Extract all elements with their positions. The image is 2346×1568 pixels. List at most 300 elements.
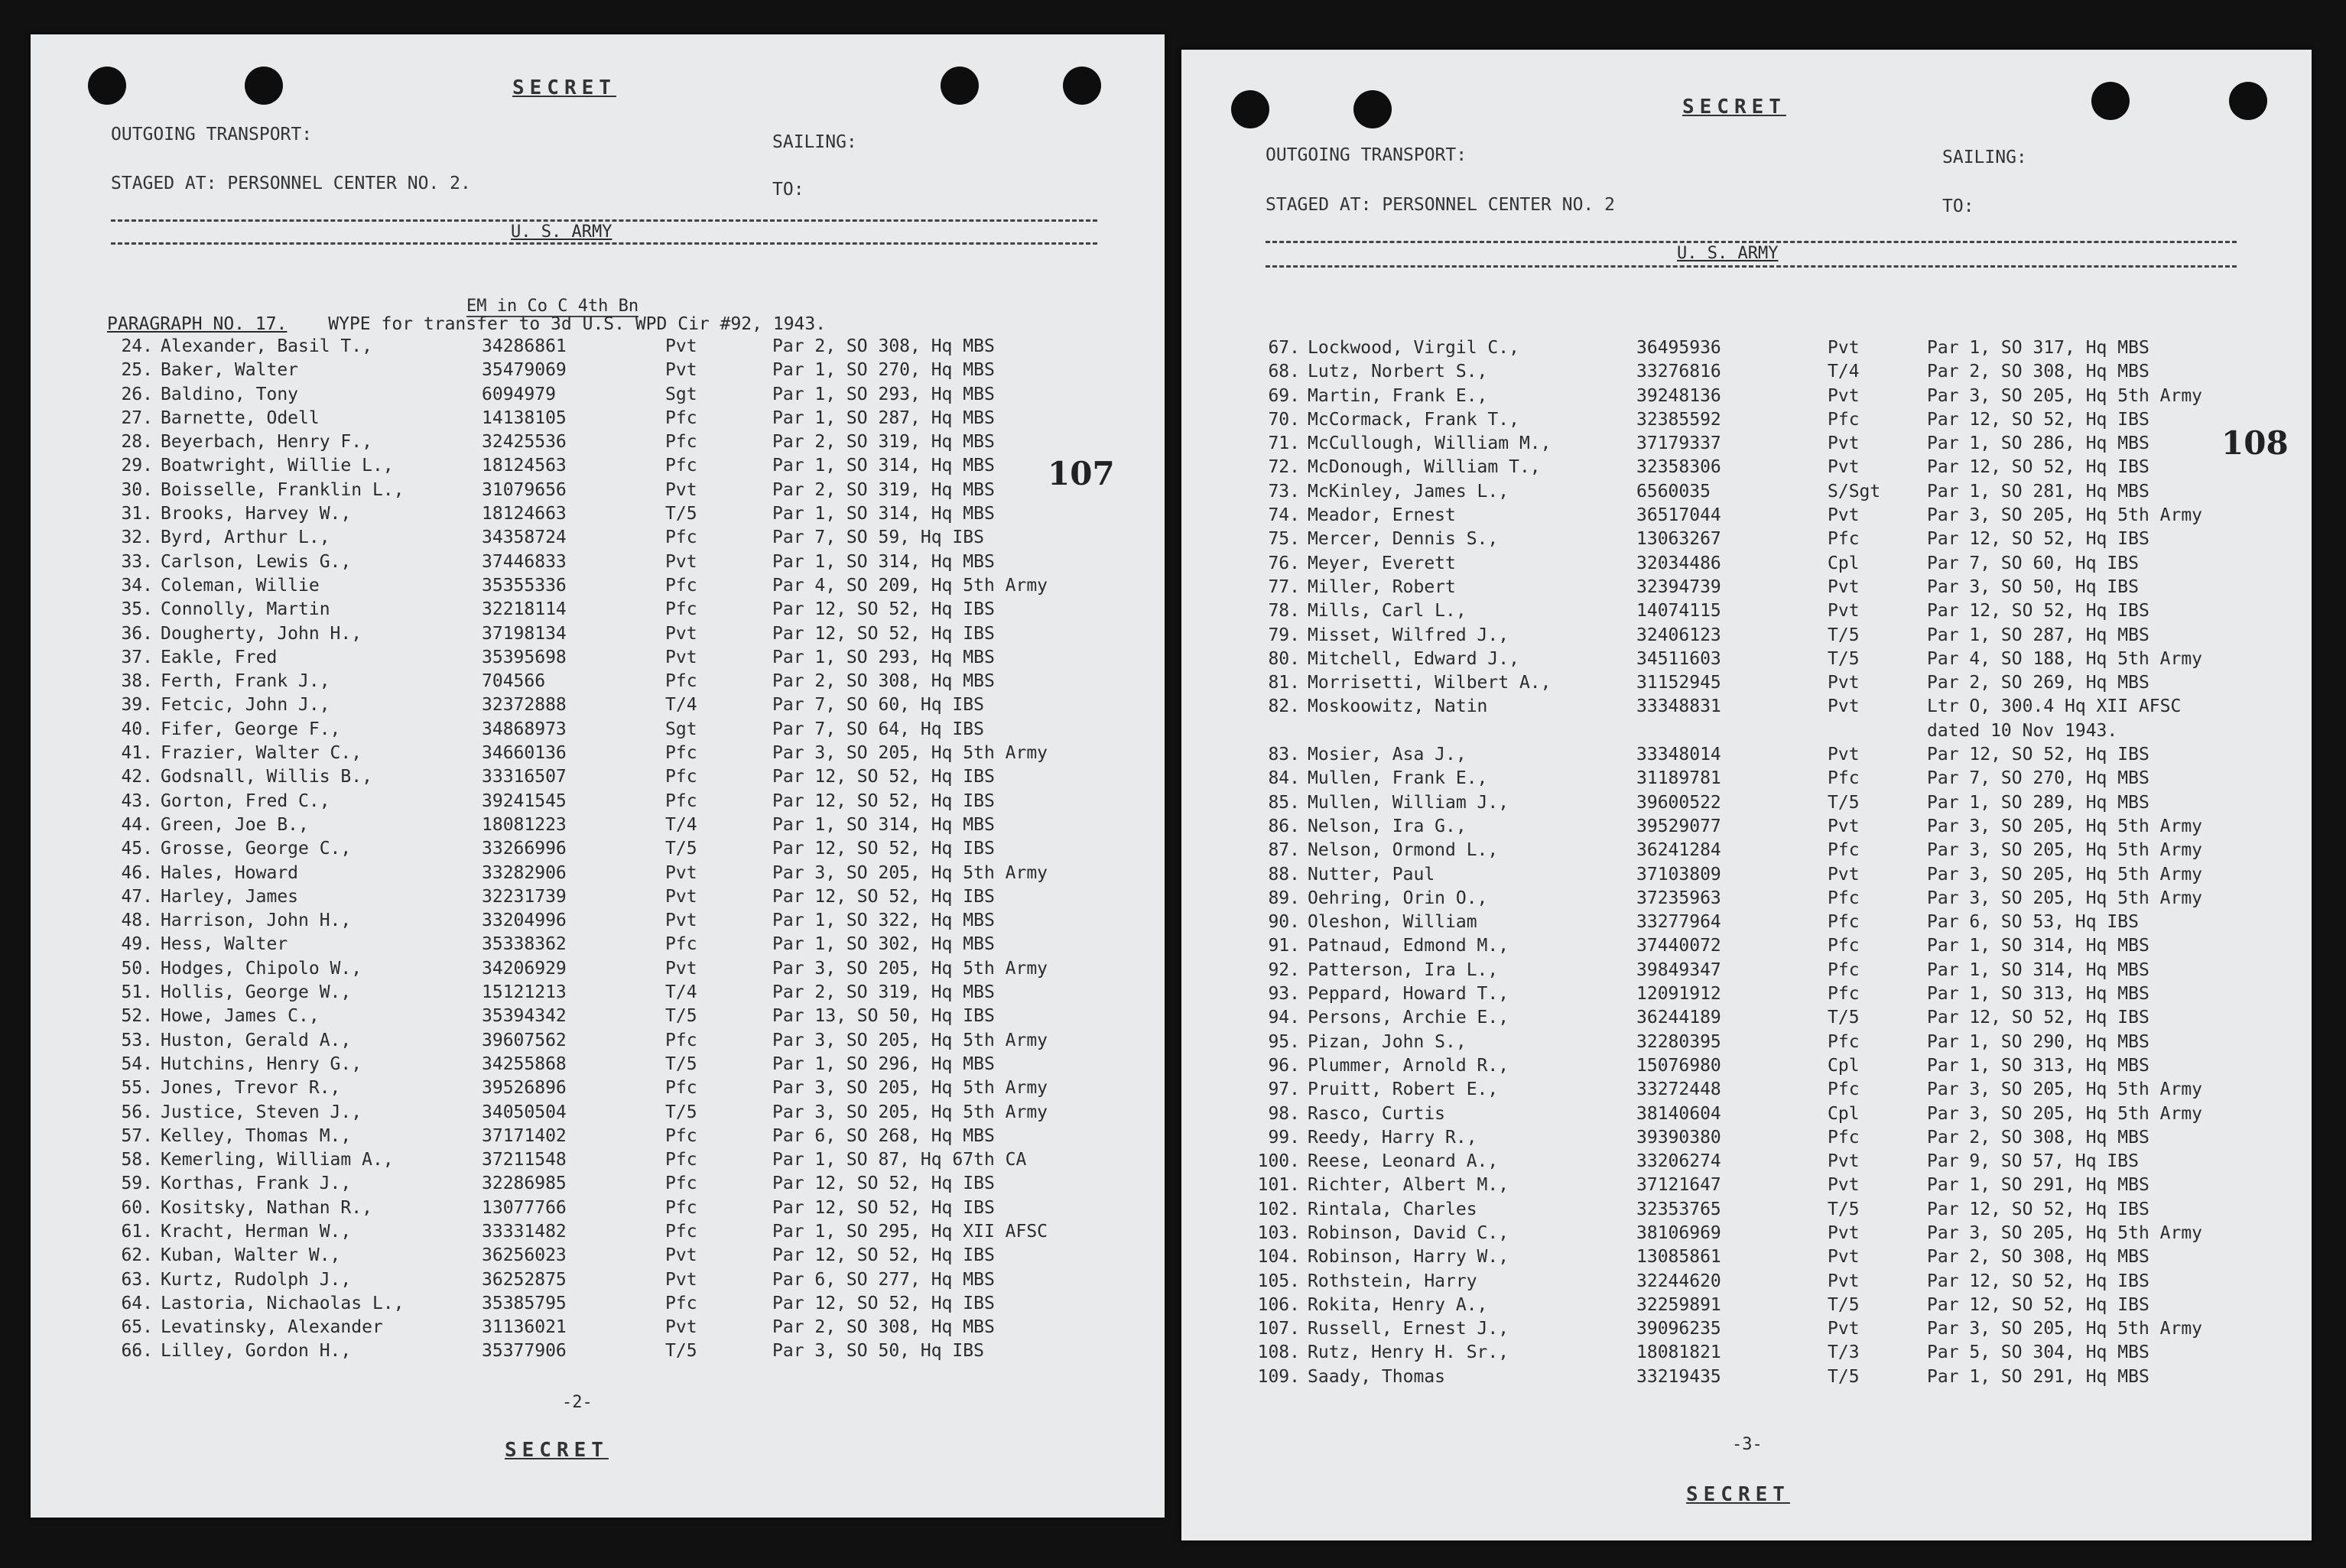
serial-number: 34255868 [482,1053,567,1074]
soldier-name: Hodges, Chipolo W., [161,958,362,979]
authority-reference: Par 7, SO 59, Hq IBS [772,528,984,548]
entry-number: 88. [1268,864,1300,885]
soldier-name: Moskoowitz, Natin [1308,696,1488,717]
entry-number: 61. [121,1221,153,1242]
roster-row [1254,577,2294,601]
authority-reference: Par 12, SO 52, Hq IBS [1927,1294,2149,1315]
soldier-name: Robinson, David C., [1308,1222,1509,1243]
roster-row [107,695,1132,719]
rank-grade: Cpl [1828,1103,1860,1124]
serial-number: 36252875 [482,1269,567,1290]
authority-reference: Par 12, SO 52, Hq IBS [772,790,995,811]
roster-row [107,599,1132,623]
authority-reference: Par 3, SO 205, Hq 5th Army [1927,385,2203,406]
soldier-name: McCullough, William M., [1308,433,1552,454]
soldier-name: Hess, Walter [161,934,288,955]
serial-number: 35355336 [482,575,567,596]
entry-number: 87. [1268,840,1300,861]
authority-reference: Par 12, SO 52, Hq IBS [1927,601,2149,622]
service-branch-label: U. S. ARMY [1671,244,1784,263]
roster-row [1254,936,2294,959]
serial-number: 32394739 [1636,576,1721,597]
roster-row [1254,1200,2294,1223]
rank-grade: T/5 [665,1102,697,1122]
serial-number: 13085861 [1636,1247,1721,1268]
roster-row [1254,1319,2294,1342]
serial-number: 32244620 [1636,1271,1721,1291]
authority-reference: Par 12, SO 52, Hq IBS [1927,529,2149,550]
entry-number: 89. [1268,888,1300,908]
authority-reference: Par 2, SO 319, Hq MBS [772,982,995,1003]
roster-row [107,385,1132,408]
serial-number: 33206274 [1636,1151,1721,1172]
authority-reference: Par 6, SO 277, Hq MBS [772,1269,995,1290]
soldier-name: Kuban, Walter W., [161,1245,341,1266]
rank-grade: Pvt [1828,601,1860,622]
soldier-name: Connolly, Martin [161,599,330,620]
soldier-name: Mullen, William J., [1308,792,1509,813]
soldier-name: Lockwood, Virgil C., [1308,338,1519,358]
entry-number: 100. [1257,1151,1300,1172]
roster-row [1254,1367,2294,1391]
serial-number: 32286985 [482,1174,567,1194]
roster-row [1254,960,2294,984]
soldier-name: Oleshon, William [1308,912,1477,933]
rank-grade: Pfc [665,767,697,787]
soldier-name: Morrisetti, Wilbert A., [1308,673,1552,693]
authority-reference: Par 3, SO 205, Hq 5th Army [1927,864,2203,885]
rank-grade: Pfc [665,1197,697,1218]
soldier-name: Robinson, Harry W., [1308,1247,1509,1268]
rank-grade: T/3 [1828,1342,1860,1363]
rank-grade: T/5 [1828,1199,1860,1219]
soldier-name: Martin, Frank E., [1308,385,1488,406]
to-label: TO: [772,180,804,200]
roster-row [107,1078,1132,1102]
soldier-name: Baker, Walter [161,360,299,381]
soldier-name: Patterson, Ira L., [1308,959,1499,980]
rank-grade: Pvt [665,1269,697,1290]
roster-row [107,408,1132,432]
soldier-name: Patnaud, Edmond M., [1308,936,1509,956]
roster-row [107,1198,1132,1222]
entry-number: 98. [1268,1103,1300,1124]
entry-number: 50. [121,958,153,979]
soldier-name: Lilley, Gordon H., [161,1341,352,1362]
soldier-name: Mercer, Dennis S., [1308,529,1499,550]
roster-row [107,1317,1132,1341]
authority-reference: Par 1, SO 314, Hq MBS [772,456,995,476]
serial-number: 32406123 [1636,625,1721,645]
soldier-name: Hollis, George W., [161,982,352,1003]
serial-number: 35377906 [482,1341,567,1362]
rank-grade: Pfc [665,743,697,764]
authority-reference: Par 12, SO 52, Hq IBS [1927,457,2149,478]
entry-number: 44. [121,814,153,835]
rank-grade: Pvt [1828,385,1860,406]
dashed-rule [1266,265,2237,268]
rank-grade: Pvt [1828,1319,1860,1339]
serial-number: 37103809 [1636,864,1721,885]
soldier-name: Harley, James [161,886,299,907]
serial-number: 37446833 [482,551,567,572]
soldier-name: Byrd, Arthur L., [161,528,330,548]
authority-reference: Par 5, SO 304, Hq MBS [1927,1342,2149,1363]
roster-row [107,576,1132,599]
authority-reference: Par 2, SO 308, Hq MBS [772,1317,995,1338]
entry-number: 46. [121,862,153,883]
serial-number: 33277964 [1636,912,1721,933]
serial-number: 38140604 [1636,1103,1721,1124]
roster-row [107,624,1132,648]
authority-reference: Par 12, SO 52, Hq IBS [772,767,995,787]
serial-number: 13077766 [482,1197,567,1218]
rank-grade: Pfc [1828,912,1860,933]
rank-grade: Pfc [665,1174,697,1194]
soldier-name: Baldino, Tony [161,384,299,404]
rank-grade: Pvt [1828,673,1860,693]
authority-reference: Par 1, SO 286, Hq MBS [1927,433,2149,454]
serial-number: 32425536 [482,432,567,453]
entry-number: 103. [1257,1222,1300,1243]
soldier-name: Howe, James C., [161,1006,320,1027]
entry-number: 84. [1268,768,1300,789]
dashed-rule [111,242,1097,245]
roster-row [1254,768,2294,792]
entry-number: 105. [1257,1271,1300,1291]
rank-grade: T/5 [1828,648,1860,669]
entry-number: 30. [121,479,153,500]
rank-grade: Pfc [665,1125,697,1146]
rank-grade: Pfc [1828,936,1860,956]
roster-row [107,767,1132,790]
authority-reference: Par 3, SO 205, Hq 5th Army [772,743,1048,764]
rank-grade: Pfc [1828,409,1860,430]
dashed-rule [111,219,1097,222]
roster-row [1254,1295,2294,1319]
serial-number: 31152945 [1636,673,1721,693]
roster-list [107,336,1132,1365]
rank-grade: Pfc [665,456,697,476]
punch-hole [2229,82,2267,120]
roster-row [1254,601,2294,625]
roster-row [107,336,1132,360]
serial-number: 36241284 [1636,840,1721,861]
rank-grade: Pfc [1828,984,1860,1005]
soldier-name: Rutz, Henry H. Sr., [1308,1342,1509,1363]
roster-row [107,959,1132,982]
rank-grade: Pvt [665,862,697,883]
rank-grade: Pvt [1828,338,1860,358]
authority-reference: Par 3, SO 205, Hq 5th Army [1927,888,2203,908]
soldier-name: Lutz, Norbert S., [1308,362,1488,382]
entry-number: 78. [1268,601,1300,622]
staged-at-label: STAGED AT: PERSONNEL CENTER NO. 2 [1266,195,1615,215]
serial-number: 34206929 [482,958,567,979]
authority-reference: Par 4, SO 209, Hq 5th Army [772,575,1048,596]
entry-number: 63. [121,1269,153,1290]
classification-header: SECRET [1682,96,1786,118]
rank-grade: Pvt [665,336,697,356]
entry-number: 107. [1257,1319,1300,1339]
entry-number: 36. [121,623,153,644]
serial-number: 13063267 [1636,529,1721,550]
paragraph-number: PARAGRAPH NO. 17. [107,314,288,334]
roster-row [1254,554,2294,577]
authority-reference: Par 12, SO 52, Hq IBS [772,599,995,620]
soldier-name: Justice, Steven J., [161,1102,362,1122]
serial-number: 33331482 [482,1221,567,1242]
soldier-name: Nelson, Ormond L., [1308,840,1499,861]
authority-reference: Par 7, SO 60, Hq IBS [772,695,984,716]
authority-reference: Par 3, SO 205, Hq 5th Army [1927,840,2203,861]
soldier-name: Oehring, Orin O., [1308,888,1488,908]
serial-number: 39248136 [1636,385,1721,406]
rank-grade: Pvt [1828,576,1860,597]
rank-grade: Pvt [665,911,697,931]
paragraph-annotation: EM in Co C 4th Bn [466,297,639,316]
serial-number: 36256023 [482,1245,567,1266]
soldier-name: Miller, Robert [1308,576,1456,597]
rank-grade: Pvt [665,647,697,667]
authority-reference: Par 3, SO 205, Hq 5th Army [1927,1319,2203,1339]
authority-reference: Par 3, SO 205, Hq 5th Army [1927,816,2203,836]
roster-row [1254,410,2294,433]
soldier-name: Fetcic, John J., [161,695,330,716]
soldier-name: Gorton, Fred C., [161,790,330,811]
rank-grade: Pfc [665,407,697,428]
rank-grade: Pvt [1828,505,1860,526]
serial-number: 39600522 [1636,792,1721,813]
serial-number: 34511603 [1636,648,1721,669]
page-footer-number: -2- [562,1393,593,1412]
soldier-name: Ferth, Frank J., [161,671,330,692]
serial-number: 39526896 [482,1078,567,1099]
rank-grade: Pvt [665,1317,697,1338]
serial-number: 34050504 [482,1102,567,1122]
sailing-label: SAILING: [772,132,857,152]
entry-number: 60. [121,1197,153,1218]
rank-grade: T/5 [665,1341,697,1362]
soldier-name: Rintala, Charles [1308,1199,1477,1219]
rank-grade: Pvt [1828,1271,1860,1291]
serial-number: 39849347 [1636,959,1721,980]
entry-number: 64. [121,1293,153,1313]
serial-number: 33276816 [1636,362,1721,382]
authority-reference: Par 3, SO 205, Hq 5th Army [772,958,1048,979]
roster-row [1254,649,2294,673]
authority-reference: Par 1, SO 295, Hq XII AFSC [772,1221,1048,1242]
roster-row [1254,745,2294,768]
entry-number: 75. [1268,529,1300,550]
serial-number: 32218114 [482,599,567,620]
roster-row [1254,457,2294,481]
authority-reference: Par 2, SO 319, Hq MBS [772,479,995,500]
authority-reference: Par 12, SO 52, Hq IBS [772,1197,995,1218]
service-branch-label: U. S. ARMY [505,222,618,242]
roster-row [1254,1151,2294,1175]
serial-number: 37121647 [1636,1175,1721,1196]
authority-reference: Par 3, SO 50, Hq IBS [1927,576,2139,597]
serial-number: 32231739 [482,886,567,907]
rank-grade: Pvt [1828,864,1860,885]
authority-reference: Par 12, SO 52, Hq IBS [1927,1199,2149,1219]
entry-number: 70. [1268,409,1300,430]
stamped-page-number: 108 [2221,424,2289,462]
authority-reference: Par 1, SO 291, Hq MBS [1927,1366,2149,1387]
serial-number: 704566 [482,671,546,692]
authority-reference: Par 1, SO 270, Hq MBS [772,360,995,381]
rank-grade: Sgt [665,384,697,404]
entry-number: 66. [121,1341,153,1362]
entry-number: 39. [121,695,153,716]
roster-row [1254,888,2294,912]
entry-number: 57. [121,1125,153,1146]
rank-grade: Pvt [1828,816,1860,836]
serial-number: 33272448 [1636,1079,1721,1100]
rank-grade: Pvt [1828,457,1860,478]
entry-number: 29. [121,456,153,476]
entry-number: 55. [121,1078,153,1099]
roster-row [1254,793,2294,816]
roster-row [107,1126,1132,1150]
entry-number: 104. [1257,1247,1300,1268]
roster-row [107,552,1132,576]
entry-number: 31. [121,504,153,524]
authority-reference: Par 12, SO 52, Hq IBS [772,886,995,907]
entry-number: 69. [1268,385,1300,406]
serial-number: 33348014 [1636,745,1721,765]
serial-number: 37179337 [1636,433,1721,454]
soldier-name: Kracht, Herman W., [161,1221,352,1242]
document-page-right [1181,50,2312,1540]
authority-reference: Par 12, SO 52, Hq IBS [772,1293,995,1313]
rank-grade: Pfc [665,1078,697,1099]
soldier-name: Huston, Gerald A., [161,1030,352,1050]
entry-number: 33. [121,551,153,572]
serial-number: 18124563 [482,456,567,476]
soldier-name: Kurtz, Rudolph J., [161,1269,352,1290]
rank-grade: Pfc [665,1293,697,1313]
authority-reference-continued: dated 10 Nov 1943. [1927,720,2118,741]
entry-number: 81. [1268,673,1300,693]
punch-hole [245,67,283,105]
roster-row-continuation [1254,721,2294,745]
serial-number: 32280395 [1636,1031,1721,1052]
serial-number: 37235963 [1636,888,1721,908]
authority-reference: Par 6, SO 53, Hq IBS [1927,912,2139,933]
rank-grade: T/5 [665,1053,697,1074]
serial-number: 18081223 [482,814,567,835]
rank-grade: Pvt [1828,1247,1860,1268]
authority-reference: Par 1, SO 293, Hq MBS [772,384,995,404]
entry-number: 72. [1268,457,1300,478]
serial-number: 14074115 [1636,601,1721,622]
entry-number: 93. [1268,984,1300,1005]
authority-reference: Par 2, SO 269, Hq MBS [1927,673,2149,693]
authority-reference: Par 12, SO 52, Hq IBS [1927,409,2149,430]
roster-row [1254,1247,2294,1271]
punch-hole [88,67,126,105]
soldier-name: Eakle, Fred [161,647,278,667]
rank-grade: Sgt [665,719,697,739]
serial-number: 32353765 [1636,1199,1721,1219]
roster-row [1254,1128,2294,1151]
soldier-name: Rokita, Henry A., [1308,1294,1488,1315]
authority-reference: Par 1, SO 287, Hq MBS [772,407,995,428]
serial-number: 32259891 [1636,1294,1721,1315]
rank-grade: Pvt [1828,1222,1860,1243]
rank-grade: T/5 [1828,625,1860,645]
entry-number: 54. [121,1053,153,1074]
entry-number: 90. [1268,912,1300,933]
to-label: TO: [1942,196,1974,216]
punch-hole [941,67,979,105]
rank-grade: Pvt [665,360,697,381]
rank-grade: Pfc [665,432,697,453]
soldier-name: Reedy, Harry R., [1308,1127,1477,1148]
soldier-name: Meador, Ernest [1308,505,1456,526]
soldier-name: McDonough, William T., [1308,457,1541,478]
entry-number: 109. [1257,1366,1300,1387]
soldier-name: Nutter, Paul [1308,864,1435,885]
rank-grade: Pfc [665,934,697,955]
authority-reference: Par 1, SO 314, Hq MBS [1927,959,2149,980]
roster-row [107,887,1132,911]
roster-row [107,360,1132,384]
punch-hole [1063,67,1101,105]
entry-number: 25. [121,360,153,381]
roster-row [1254,673,2294,696]
soldier-name: Godsnall, Willis B., [161,767,372,787]
outgoing-transport-label: OUTGOING TRANSPORT: [111,125,313,144]
rank-grade: Pfc [665,671,697,692]
rank-grade: Pvt [1828,1151,1860,1172]
serial-number: 34660136 [482,743,567,764]
entry-number: 94. [1268,1008,1300,1028]
soldier-name: Hutchins, Henry G., [161,1053,362,1074]
roster-row [107,1102,1132,1126]
serial-number: 35385795 [482,1293,567,1313]
rank-grade: T/5 [665,839,697,859]
rank-grade: Pfc [665,575,697,596]
entry-number: 96. [1268,1055,1300,1076]
rank-grade: Pvt [1828,1175,1860,1196]
soldier-name: Brooks, Harvey W., [161,504,352,524]
roster-row [107,480,1132,504]
entry-number: 37. [121,647,153,667]
roster-row [107,1006,1132,1030]
serial-number: 32034486 [1636,553,1721,573]
roster-row [107,839,1132,862]
entry-number: 62. [121,1245,153,1266]
paragraph-purpose: WYPE for transfer to 3d U.S. WPD Cir #92, 1943. [328,314,827,334]
serial-number: 34286861 [482,336,567,356]
roster-row [1254,386,2294,410]
rank-grade: Pvt [1828,696,1860,717]
rank-grade: Pfc [1828,840,1860,861]
serial-number: 39096235 [1636,1319,1721,1339]
authority-reference: Par 3, SO 205, Hq 5th Army [772,1030,1048,1050]
entry-number: 85. [1268,792,1300,813]
page-footer-number: -3- [1732,1435,1763,1454]
soldier-name: Plummer, Arnold R., [1308,1055,1509,1076]
entry-number: 102. [1257,1199,1300,1219]
soldier-name: Reese, Leonard A., [1308,1151,1499,1172]
soldier-name: Alexander, Basil T., [161,336,372,356]
authority-reference: Par 3, SO 50, Hq IBS [772,1341,984,1362]
entry-number: 34. [121,575,153,596]
